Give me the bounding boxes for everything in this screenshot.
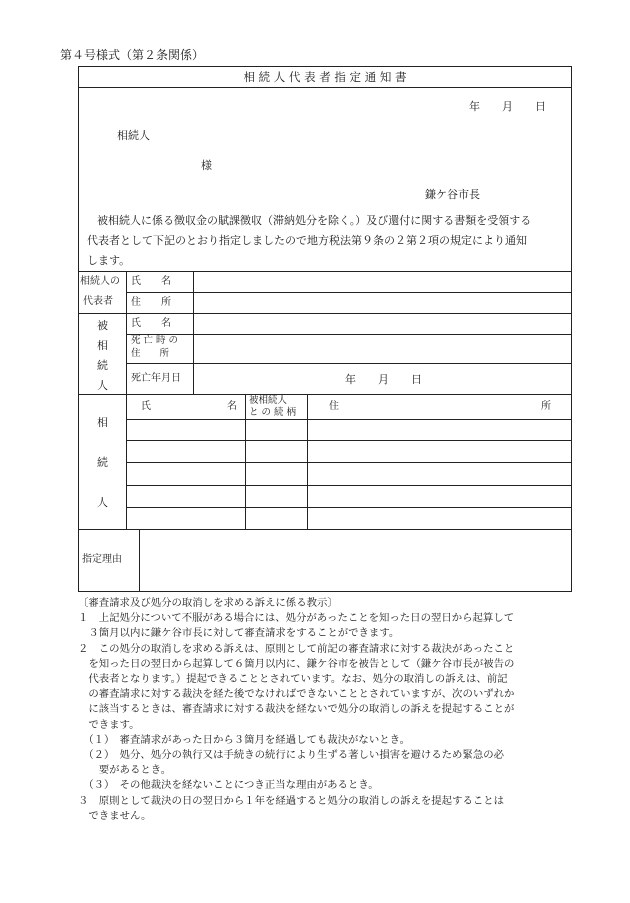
notes-line: に該当するときは、審査請求に対する裁決を経ないで処分の取消しの訴えを提起することが — [78, 703, 515, 716]
notes-line: （３） その他裁決を経ないことにつき正当な理由があるとき。 — [78, 779, 379, 792]
form-number: 第４号様式（第２条関係） — [60, 48, 205, 62]
notes-line: （２） 処分、処分の執行又は手続きの続行により生ずる著しい損害を避けるため緊急の必 — [78, 749, 505, 762]
designation-reason-label: 指定理由 — [82, 554, 122, 565]
honorific: 様 — [201, 159, 212, 172]
notes-line: できません。 — [78, 809, 152, 822]
appeal-instructions — [78, 596, 572, 824]
deceased-label-char: 被 — [97, 319, 108, 332]
notes-line: を知った日の翌日から起算して６箇月以内に、鎌ケ谷市を被告として（鎌ケ谷市長が被告の — [78, 657, 515, 670]
heir-name-header: 氏 — [141, 401, 151, 412]
notification-form — [78, 66, 572, 592]
deceased-label-char: 相 — [97, 339, 108, 352]
notes-line: １ 上記処分について不服がある場合には、処分があったことを知った日の翌日から起算して — [78, 612, 515, 625]
notes-line: ３ 原則として裁決の日の翌日から１年を経過すると処分の取消しの訴えを提起することは — [78, 794, 505, 807]
heir-name-header: 名 — [227, 401, 237, 412]
notes-line: できます。 — [78, 718, 140, 731]
date-of-death-value: 年 月 日 — [345, 373, 422, 386]
heir-address-header: 住 — [329, 401, 339, 412]
notes-line: 要があるとき。 — [78, 764, 172, 777]
representative-label: 相続人の — [80, 276, 120, 287]
deceased-label-char: 人 — [97, 379, 108, 392]
notes-line: （１） 審査請求があった日から３箇月を経過しても裁決がないとき。 — [78, 733, 410, 746]
representative-label: 代表者 — [83, 296, 113, 307]
issuer-name: 鎌ケ谷市長 — [425, 188, 480, 201]
date-of-death-label: 死亡年月日 — [131, 373, 181, 384]
body-text-line: 被相続人に係る徴収金の賦課徴収（滞納処分を除く。）及び還付に関する書類を受領する — [97, 214, 532, 227]
issue-date: 年 月 日 — [469, 100, 546, 113]
deceased-address-label: 住 所 — [131, 348, 170, 359]
heir-address-header: 所 — [541, 401, 551, 412]
notes-heading: 〔審査請求及び処分の取消しを求める訴えに係る教示〕 — [78, 597, 338, 609]
heirs-label-char: 相 — [97, 416, 108, 429]
notes-line: 代表者となります。）提起できることとされています。なお、処分の取消しの訴えは、前記 — [78, 673, 508, 686]
notes-line: の審査請求に対する裁決を経た後でなければできないこととされていますが、次のいずれか — [78, 688, 515, 701]
deceased-name-label: 氏 名 — [131, 318, 171, 329]
heir-relation-header: 被相続人 — [249, 395, 288, 406]
recipient-label: 相続人 — [117, 129, 150, 142]
title-divider — [79, 87, 571, 88]
body-text-line: 代表者として下記のとおり指定しましたので地方税法第９条の２第２項の規定により通知 — [87, 234, 527, 247]
deceased-label-char: 続 — [97, 359, 108, 372]
representative-address-label: 住 所 — [131, 297, 171, 308]
heirs-label-char: 人 — [97, 496, 108, 509]
notes-line: ２ この処分の取消しを求める訴えは、原則として前記の審査請求に対する裁決があったこと — [78, 642, 515, 655]
notes-line: ３箇月以内に鎌ケ谷市長に対して審査請求をすることができます。 — [78, 627, 400, 640]
heirs-label-char: 続 — [97, 456, 108, 469]
representative-name-label: 氏 名 — [131, 276, 171, 287]
body-text-line: します。 — [87, 254, 131, 267]
deceased-address-label: 死 亡 時 の — [131, 335, 179, 346]
heir-relation-header: と の 続 柄 — [249, 407, 297, 418]
form-title: 相 続 人 代 表 者 指 定 通 知 書 — [243, 70, 407, 84]
